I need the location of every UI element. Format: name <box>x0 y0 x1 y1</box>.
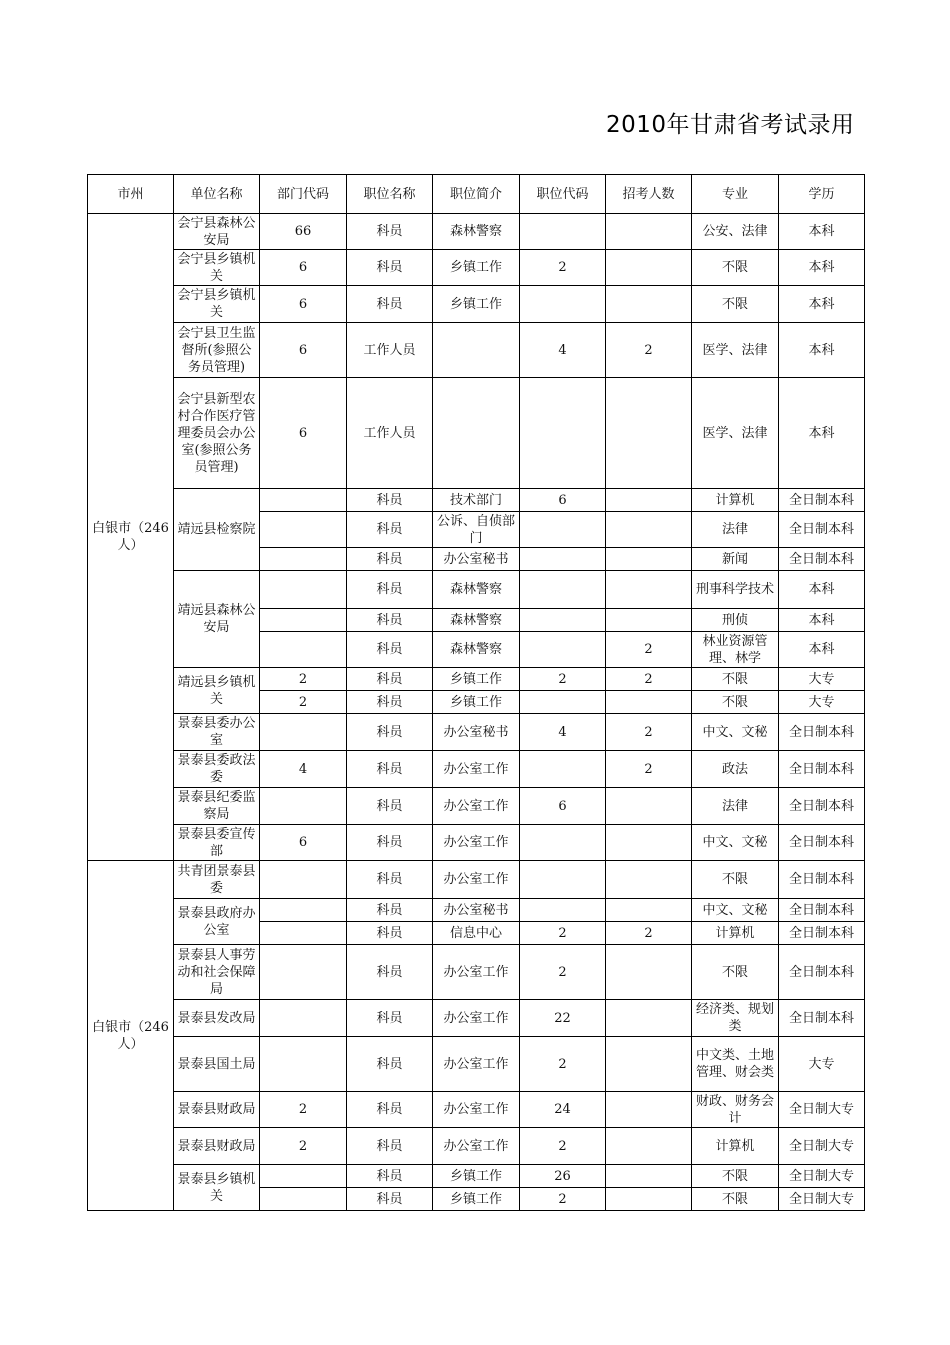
dept-code-cell <box>260 922 347 945</box>
unit-cell: 景泰县财政局 <box>174 1128 260 1165</box>
major-cell: 中文、文秘 <box>692 899 779 922</box>
major-cell: 刑侦 <box>692 609 779 632</box>
job-cell: 科员 <box>347 714 433 751</box>
job-code-cell: 6 <box>520 788 606 825</box>
job-cell: 科员 <box>347 922 433 945</box>
major-cell: 新闻 <box>692 548 779 571</box>
job-code-cell <box>520 861 606 899</box>
count-cell <box>606 250 692 286</box>
job-cell: 科员 <box>347 250 433 286</box>
job-cell: 科员 <box>347 609 433 632</box>
count-cell <box>606 489 692 512</box>
job-code-cell: 2 <box>520 668 606 691</box>
dept-code-cell: 6 <box>260 250 347 286</box>
major-cell: 计算机 <box>692 489 779 512</box>
job-code-cell: 22 <box>520 1000 606 1037</box>
count-cell <box>606 1188 692 1211</box>
intro-cell: 办公室秘书 <box>433 899 520 922</box>
unit-cell: 会宁县卫生监督所(参照公务员管理) <box>174 323 260 378</box>
job-code-cell: 6 <box>520 489 606 512</box>
table-row <box>88 1037 865 1092</box>
edu-cell: 本科 <box>779 609 865 632</box>
dept-code-cell: 2 <box>260 691 347 714</box>
count-cell <box>606 286 692 323</box>
major-cell: 不限 <box>692 286 779 323</box>
table-row <box>88 945 865 1000</box>
major-cell: 刑事科学技术 <box>692 571 779 609</box>
edu-cell: 全日制本科 <box>779 1000 865 1037</box>
intro-cell: 森林警察 <box>433 609 520 632</box>
table-row <box>88 668 865 691</box>
table-row <box>88 489 865 512</box>
job-cell: 科员 <box>347 1188 433 1211</box>
dept-code-cell <box>260 899 347 922</box>
intro-cell: 办公室工作 <box>433 1092 520 1128</box>
unit-cell: 景泰县乡镇机关 <box>174 1165 260 1211</box>
major-cell: 不限 <box>692 945 779 1000</box>
major-cell: 计算机 <box>692 1128 779 1165</box>
job-cell: 科员 <box>347 489 433 512</box>
col-header-city: 市州 <box>88 175 174 214</box>
count-cell <box>606 1000 692 1037</box>
count-cell <box>606 945 692 1000</box>
table-row <box>88 286 865 323</box>
dept-code-cell <box>260 1037 347 1092</box>
major-cell: 医学、法律 <box>692 378 779 489</box>
intro-cell: 办公室工作 <box>433 751 520 788</box>
table-row <box>88 1165 865 1188</box>
job-code-cell <box>520 609 606 632</box>
city-cell: 白银市（246人） <box>88 214 174 861</box>
intro-cell: 乡镇工作 <box>433 286 520 323</box>
job-cell: 科员 <box>347 632 433 668</box>
edu-cell: 大专 <box>779 691 865 714</box>
intro-cell: 办公室工作 <box>433 945 520 1000</box>
table-row <box>88 250 865 286</box>
edu-cell: 全日制本科 <box>779 788 865 825</box>
table-row <box>88 378 865 489</box>
job-code-cell <box>520 512 606 548</box>
table-row <box>88 788 865 825</box>
unit-cell: 景泰县发改局 <box>174 1000 260 1037</box>
intro-cell: 办公室秘书 <box>433 714 520 751</box>
major-cell: 公安、法律 <box>692 214 779 250</box>
job-cell: 科员 <box>347 571 433 609</box>
count-cell <box>606 1128 692 1165</box>
job-code-cell: 26 <box>520 1165 606 1188</box>
table-row <box>88 1128 865 1165</box>
job-cell: 科员 <box>347 1092 433 1128</box>
edu-cell: 本科 <box>779 323 865 378</box>
count-cell <box>606 548 692 571</box>
edu-cell: 全日制大专 <box>779 1128 865 1165</box>
major-cell: 中文、文秘 <box>692 825 779 861</box>
table-row <box>88 899 865 922</box>
job-cell: 科员 <box>347 512 433 548</box>
unit-cell: 景泰县委宣传部 <box>174 825 260 861</box>
document-title: 2010年甘肃省考试录用 <box>606 112 855 138</box>
dept-code-cell: 6 <box>260 825 347 861</box>
dept-code-cell <box>260 861 347 899</box>
major-cell: 不限 <box>692 1188 779 1211</box>
major-cell: 不限 <box>692 668 779 691</box>
col-header-intro: 职位简介 <box>433 175 520 214</box>
dept-code-cell <box>260 1165 347 1188</box>
unit-cell: 靖远县检察院 <box>174 489 260 571</box>
recruitment-table <box>87 174 865 1211</box>
table-row <box>88 214 865 250</box>
unit-cell: 景泰县委办公室 <box>174 714 260 751</box>
col-header-major: 专业 <box>692 175 779 214</box>
dept-code-cell: 2 <box>260 1128 347 1165</box>
job-cell: 科员 <box>347 548 433 571</box>
major-cell: 不限 <box>692 250 779 286</box>
count-cell: 2 <box>606 922 692 945</box>
edu-cell: 全日制大专 <box>779 1165 865 1188</box>
job-code-cell: 24 <box>520 1092 606 1128</box>
unit-cell: 景泰县国土局 <box>174 1037 260 1092</box>
intro-cell <box>433 378 520 489</box>
job-code-cell: 2 <box>520 1188 606 1211</box>
intro-cell: 办公室工作 <box>433 825 520 861</box>
intro-cell: 办公室工作 <box>433 861 520 899</box>
major-cell: 林业资源管理、林学 <box>692 632 779 668</box>
intro-cell <box>433 323 520 378</box>
edu-cell: 本科 <box>779 378 865 489</box>
intro-cell: 办公室工作 <box>433 1128 520 1165</box>
job-code-cell <box>520 571 606 609</box>
dept-code-cell: 6 <box>260 286 347 323</box>
table-row <box>88 1092 865 1128</box>
unit-cell: 景泰县政府办公室 <box>174 899 260 945</box>
major-cell: 医学、法律 <box>692 323 779 378</box>
major-cell: 不限 <box>692 1165 779 1188</box>
job-cell: 科员 <box>347 1037 433 1092</box>
table-row <box>88 714 865 751</box>
count-cell <box>606 899 692 922</box>
count-cell <box>606 609 692 632</box>
table-row <box>88 1000 865 1037</box>
intro-cell: 办公室工作 <box>433 1000 520 1037</box>
job-cell: 科员 <box>347 861 433 899</box>
dept-code-cell <box>260 1188 347 1211</box>
edu-cell: 全日制大专 <box>779 1092 865 1128</box>
job-code-cell <box>520 214 606 250</box>
job-code-cell: 2 <box>520 1128 606 1165</box>
col-header-job-code: 职位代码 <box>520 175 606 214</box>
table-row <box>88 571 865 609</box>
job-cell: 工作人员 <box>347 378 433 489</box>
col-header-dept-code: 部门代码 <box>260 175 347 214</box>
job-code-cell: 4 <box>520 323 606 378</box>
edu-cell: 大专 <box>779 1037 865 1092</box>
intro-cell: 森林警察 <box>433 632 520 668</box>
edu-cell: 全日制本科 <box>779 489 865 512</box>
count-cell: 2 <box>606 714 692 751</box>
count-cell <box>606 378 692 489</box>
intro-cell: 乡镇工作 <box>433 668 520 691</box>
unit-cell: 会宁县乡镇机关 <box>174 250 260 286</box>
unit-cell: 会宁县森林公安局 <box>174 214 260 250</box>
edu-cell: 本科 <box>779 214 865 250</box>
dept-code-cell: 2 <box>260 1092 347 1128</box>
job-code-cell <box>520 899 606 922</box>
major-cell: 计算机 <box>692 922 779 945</box>
edu-cell: 全日制本科 <box>779 945 865 1000</box>
job-cell: 科员 <box>347 1000 433 1037</box>
count-cell: 2 <box>606 632 692 668</box>
major-cell: 政法 <box>692 751 779 788</box>
count-cell <box>606 1037 692 1092</box>
major-cell: 中文类、土地管理、财会类 <box>692 1037 779 1092</box>
major-cell: 财政、财务会计 <box>692 1092 779 1128</box>
major-cell: 经济类、规划类 <box>692 1000 779 1037</box>
major-cell: 不限 <box>692 861 779 899</box>
intro-cell: 信息中心 <box>433 922 520 945</box>
intro-cell: 办公室工作 <box>433 1037 520 1092</box>
job-cell: 科员 <box>347 751 433 788</box>
job-cell: 科员 <box>347 899 433 922</box>
intro-cell: 乡镇工作 <box>433 691 520 714</box>
edu-cell: 全日制大专 <box>779 1188 865 1211</box>
col-header-job: 职位名称 <box>347 175 433 214</box>
count-cell: 2 <box>606 323 692 378</box>
unit-cell: 靖远县森林公安局 <box>174 571 260 668</box>
job-code-cell <box>520 378 606 489</box>
intro-cell: 公诉、自侦部门 <box>433 512 520 548</box>
dept-code-cell <box>260 609 347 632</box>
unit-cell: 景泰县纪委监察局 <box>174 788 260 825</box>
unit-cell: 会宁县乡镇机关 <box>174 286 260 323</box>
dept-code-cell: 4 <box>260 751 347 788</box>
job-code-cell <box>520 825 606 861</box>
edu-cell: 全日制本科 <box>779 922 865 945</box>
edu-cell: 全日制本科 <box>779 548 865 571</box>
job-cell: 科员 <box>347 286 433 323</box>
table-row <box>88 861 865 899</box>
city-cell: 白银市（246人） <box>88 861 174 1211</box>
dept-code-cell <box>260 788 347 825</box>
edu-cell: 本科 <box>779 632 865 668</box>
dept-code-cell: 6 <box>260 323 347 378</box>
dept-code-cell <box>260 571 347 609</box>
edu-cell: 全日制本科 <box>779 899 865 922</box>
col-header-edu: 学历 <box>779 175 865 214</box>
job-code-cell: 4 <box>520 714 606 751</box>
col-header-count: 招考人数 <box>606 175 692 214</box>
job-cell: 科员 <box>347 825 433 861</box>
count-cell <box>606 1165 692 1188</box>
table-row <box>88 825 865 861</box>
table-row <box>88 751 865 788</box>
job-code-cell <box>520 691 606 714</box>
count-cell <box>606 214 692 250</box>
job-code-cell: 2 <box>520 945 606 1000</box>
count-cell <box>606 1092 692 1128</box>
count-cell: 2 <box>606 668 692 691</box>
edu-cell: 全日制本科 <box>779 714 865 751</box>
job-code-cell <box>520 632 606 668</box>
intro-cell: 森林警察 <box>433 214 520 250</box>
dept-code-cell: 2 <box>260 668 347 691</box>
intro-cell: 乡镇工作 <box>433 1165 520 1188</box>
major-cell: 中文、文秘 <box>692 714 779 751</box>
job-cell: 科员 <box>347 1165 433 1188</box>
dept-code-cell <box>260 512 347 548</box>
dept-code-cell <box>260 489 347 512</box>
edu-cell: 全日制本科 <box>779 861 865 899</box>
unit-cell: 会宁县新型农村合作医疗管理委员会办公室(参照公务员管理) <box>174 378 260 489</box>
count-cell: 2 <box>606 751 692 788</box>
major-cell: 法律 <box>692 788 779 825</box>
edu-cell: 全日制本科 <box>779 512 865 548</box>
unit-cell: 靖远县乡镇机关 <box>174 668 260 714</box>
intro-cell: 办公室工作 <box>433 788 520 825</box>
edu-cell: 全日制本科 <box>779 825 865 861</box>
edu-cell: 大专 <box>779 668 865 691</box>
count-cell <box>606 512 692 548</box>
dept-code-cell: 66 <box>260 214 347 250</box>
table-row <box>88 323 865 378</box>
job-cell: 科员 <box>347 214 433 250</box>
dept-code-cell <box>260 1000 347 1037</box>
unit-cell: 景泰县人事劳动和社会保障局 <box>174 945 260 1000</box>
dept-code-cell <box>260 714 347 751</box>
job-cell: 工作人员 <box>347 323 433 378</box>
dept-code-cell <box>260 945 347 1000</box>
edu-cell: 本科 <box>779 250 865 286</box>
job-code-cell: 2 <box>520 1037 606 1092</box>
job-cell: 科员 <box>347 945 433 1000</box>
job-cell: 科员 <box>347 668 433 691</box>
unit-cell: 景泰县财政局 <box>174 1092 260 1128</box>
intro-cell: 技术部门 <box>433 489 520 512</box>
count-cell <box>606 571 692 609</box>
dept-code-cell <box>260 632 347 668</box>
header-row <box>88 175 865 214</box>
intro-cell: 乡镇工作 <box>433 1188 520 1211</box>
job-cell: 科员 <box>347 691 433 714</box>
major-cell: 不限 <box>692 691 779 714</box>
unit-cell: 景泰县委政法委 <box>174 751 260 788</box>
edu-cell: 本科 <box>779 571 865 609</box>
col-header-unit: 单位名称 <box>174 175 260 214</box>
job-cell: 科员 <box>347 1128 433 1165</box>
job-code-cell: 2 <box>520 922 606 945</box>
job-cell: 科员 <box>347 788 433 825</box>
dept-code-cell: 6 <box>260 378 347 489</box>
count-cell <box>606 788 692 825</box>
job-code-cell <box>520 286 606 323</box>
job-code-cell <box>520 751 606 788</box>
count-cell <box>606 825 692 861</box>
count-cell <box>606 691 692 714</box>
intro-cell: 森林警察 <box>433 571 520 609</box>
dept-code-cell <box>260 548 347 571</box>
major-cell: 法律 <box>692 512 779 548</box>
count-cell <box>606 861 692 899</box>
unit-cell: 共青团景泰县委 <box>174 861 260 899</box>
job-code-cell <box>520 548 606 571</box>
edu-cell: 本科 <box>779 286 865 323</box>
intro-cell: 办公室秘书 <box>433 548 520 571</box>
intro-cell: 乡镇工作 <box>433 250 520 286</box>
job-code-cell: 2 <box>520 250 606 286</box>
edu-cell: 全日制本科 <box>779 751 865 788</box>
